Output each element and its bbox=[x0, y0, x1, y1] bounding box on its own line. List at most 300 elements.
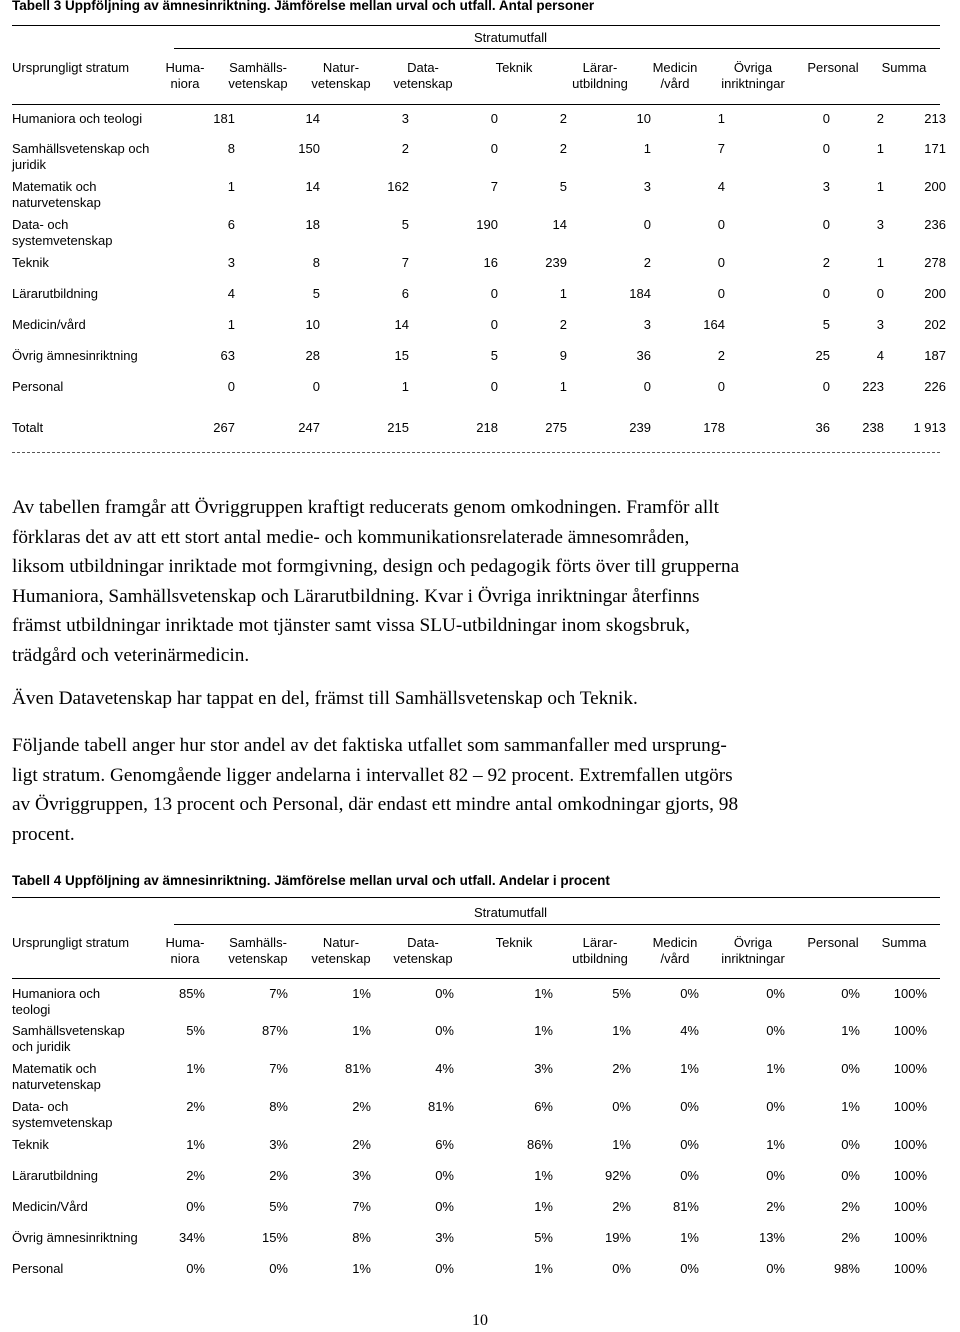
column-header bbox=[393, 935, 452, 967]
row-label-line: Humaniora och bbox=[12, 986, 101, 1001]
paragraph bbox=[12, 684, 932, 714]
table-cell: 2 bbox=[559, 141, 567, 156]
row-label-line: systemvetenskap bbox=[12, 1115, 113, 1130]
row-label bbox=[12, 286, 98, 302]
column-header bbox=[653, 935, 698, 967]
table-cell: 7% bbox=[269, 1061, 288, 1076]
row-label bbox=[12, 1099, 112, 1131]
table3-top-rule bbox=[12, 25, 940, 26]
row-label-line: Personal bbox=[12, 1261, 64, 1276]
table-cell: 1% bbox=[612, 1137, 631, 1152]
table-cell: 81% bbox=[672, 1199, 699, 1214]
table3-bottom-rule bbox=[12, 452, 940, 453]
table-cell: 5 bbox=[822, 317, 830, 332]
table-cell: 2 bbox=[401, 141, 409, 156]
table-cell: 150 bbox=[298, 141, 320, 156]
column-header bbox=[721, 935, 785, 967]
table-cell: 187 bbox=[924, 348, 946, 363]
column-header-line: Summa bbox=[881, 935, 927, 950]
table-cell: 213 bbox=[924, 111, 946, 126]
column-header-line: niora bbox=[170, 951, 200, 966]
table-cell: 1% bbox=[841, 1023, 860, 1038]
row-label bbox=[12, 141, 149, 173]
table-cell: 0 bbox=[227, 379, 235, 394]
table-cell: 5 bbox=[401, 217, 409, 232]
table3-header-row bbox=[0, 60, 960, 94]
row-label-line: Personal bbox=[12, 379, 64, 394]
row-label-line: Data- och bbox=[12, 1099, 69, 1114]
row-label-line: Samhällsvetenskap och bbox=[12, 141, 150, 156]
column-header-line: inriktningar bbox=[721, 951, 785, 966]
table-cell: 1% bbox=[352, 1261, 371, 1276]
row-label-line: Övrig ämnesinriktning bbox=[12, 1230, 138, 1245]
table-cell: 8 bbox=[227, 141, 235, 156]
table-cell: 1 bbox=[559, 379, 567, 394]
paragraph-line: Humaniora, Samhällsvetenskap och Lärarutbildning. Kvar i Övriga inriktningar återfinns bbox=[12, 585, 700, 607]
table-cell: 87% bbox=[261, 1023, 288, 1038]
table-cell: 8 bbox=[312, 255, 320, 270]
table-cell: 0 bbox=[822, 217, 830, 232]
table-cell: 0% bbox=[612, 1099, 631, 1114]
row-label-line: naturvetenskap bbox=[12, 1077, 101, 1092]
column-header-line: Samhälls- bbox=[229, 60, 287, 75]
column-header bbox=[721, 60, 785, 92]
table-cell: 81% bbox=[344, 1061, 371, 1076]
table-cell: 2% bbox=[841, 1199, 860, 1214]
table-cell: 218 bbox=[476, 420, 498, 435]
table-cell: 0% bbox=[766, 1168, 785, 1183]
table-cell: 9 bbox=[559, 348, 567, 363]
row-label-line: Humaniora och teologi bbox=[12, 111, 143, 126]
column-header-line: vetenskap bbox=[228, 76, 288, 91]
table-cell: 2 bbox=[876, 111, 884, 126]
row-label-line: och juridik bbox=[12, 1039, 71, 1054]
table-cell: 5 bbox=[312, 286, 320, 301]
table-cell: 164 bbox=[703, 317, 725, 332]
table-cell: 0% bbox=[680, 1261, 699, 1276]
table-cell: 8% bbox=[352, 1230, 371, 1245]
table-cell: 0 bbox=[490, 141, 498, 156]
table-cell: 2 bbox=[643, 255, 651, 270]
table-cell: 4 bbox=[227, 286, 235, 301]
row-label bbox=[12, 1230, 138, 1246]
table-cell: 7 bbox=[401, 255, 409, 270]
table-cell: 5% bbox=[534, 1230, 553, 1245]
table-cell: 36 bbox=[815, 420, 830, 435]
table-cell: 1% bbox=[352, 986, 371, 1001]
column-header-line: Huma- bbox=[165, 935, 205, 950]
table-cell: 1 bbox=[559, 286, 567, 301]
paragraph-line: främst utbildningar inriktade mot tjänster samt vissa SLU-utbildningar inom skogsbruk, bbox=[12, 615, 690, 637]
table-cell: 181 bbox=[213, 111, 235, 126]
column-header bbox=[653, 60, 698, 92]
table-cell: 226 bbox=[924, 379, 946, 394]
table-cell: 7 bbox=[717, 141, 725, 156]
table-cell: 223 bbox=[862, 379, 884, 394]
row-label-line: Data- och bbox=[12, 217, 69, 232]
column-header-line: Övriga bbox=[733, 935, 773, 950]
row-label-line: Matematik och bbox=[12, 1061, 97, 1076]
table-cell: 1% bbox=[612, 1023, 631, 1038]
column-header-line: Natur- bbox=[322, 935, 360, 950]
row-label bbox=[12, 348, 138, 364]
table-cell: 1 bbox=[227, 317, 235, 332]
table-cell: 3 bbox=[876, 317, 884, 332]
table-cell: 0% bbox=[680, 1168, 699, 1183]
table-cell: 100% bbox=[893, 986, 927, 1001]
table3-group-rule bbox=[174, 48, 940, 49]
table-cell: 267 bbox=[213, 420, 235, 435]
table-cell: 100% bbox=[893, 1168, 927, 1183]
table-cell: 2% bbox=[352, 1137, 371, 1152]
table-cell: 3 bbox=[876, 217, 884, 232]
table-cell: 171 bbox=[924, 141, 946, 156]
table-cell: 0 bbox=[490, 317, 498, 332]
column-header bbox=[165, 935, 204, 967]
table-cell: 0% bbox=[186, 1199, 205, 1214]
table-cell: 1% bbox=[534, 1261, 553, 1276]
column-header bbox=[228, 60, 287, 92]
table-cell: 1% bbox=[186, 1061, 205, 1076]
row-label-line: Teknik bbox=[12, 255, 49, 270]
row-label bbox=[12, 111, 142, 127]
table4-group-rule bbox=[174, 924, 940, 925]
column-header bbox=[882, 935, 927, 951]
table-cell: 1% bbox=[766, 1137, 785, 1152]
paragraph-line: Av tabellen framgår att Övriggruppen kraftigt reducerats genom omkodningen. Framför allt bbox=[12, 497, 719, 518]
table-cell: 1% bbox=[534, 1199, 553, 1214]
table-cell: 0% bbox=[841, 1061, 860, 1076]
table-cell: 14 bbox=[305, 179, 320, 194]
table-cell: 184 bbox=[629, 286, 651, 301]
table-cell: 239 bbox=[545, 255, 567, 270]
table-cell: 0% bbox=[269, 1261, 288, 1276]
table-cell: 18 bbox=[305, 217, 320, 232]
row-label bbox=[12, 1023, 125, 1055]
column-header bbox=[882, 60, 927, 76]
column-header-line: Natur- bbox=[322, 60, 360, 75]
column-header-line: inriktningar bbox=[721, 76, 785, 91]
table-cell: 85% bbox=[178, 986, 205, 1001]
table-cell: 0 bbox=[717, 379, 725, 394]
table-cell: 4% bbox=[435, 1061, 454, 1076]
table-cell: 0% bbox=[612, 1261, 631, 1276]
table-cell: 14 bbox=[305, 111, 320, 126]
table-cell: 100% bbox=[893, 1099, 927, 1114]
table-cell: 1 bbox=[227, 179, 235, 194]
table4-header-row bbox=[0, 935, 960, 969]
column-header-line: vetenskap bbox=[311, 76, 371, 91]
row-label bbox=[12, 317, 86, 333]
paragraph bbox=[12, 731, 932, 849]
table-cell: 1% bbox=[766, 1061, 785, 1076]
table-cell: 275 bbox=[545, 420, 567, 435]
table-cell: 1 bbox=[876, 179, 884, 194]
table-cell: 4% bbox=[680, 1023, 699, 1038]
row-label-line: Lärarutbildning bbox=[12, 1168, 99, 1183]
column-header-line: Summa bbox=[881, 60, 927, 75]
column-header-line: Medicin bbox=[652, 60, 698, 75]
table-cell: 3% bbox=[435, 1230, 454, 1245]
row-label bbox=[12, 217, 112, 249]
table-cell: 2 bbox=[559, 317, 567, 332]
table-cell: 2% bbox=[186, 1168, 205, 1183]
table-cell: 7% bbox=[352, 1199, 371, 1214]
table-cell: 7 bbox=[490, 179, 498, 194]
column-header-line: /vård bbox=[660, 951, 690, 966]
table-cell: 1 bbox=[643, 141, 651, 156]
table-cell: 7% bbox=[269, 986, 288, 1001]
table-cell: 15 bbox=[394, 348, 409, 363]
row-label bbox=[12, 255, 49, 271]
table-cell: 2% bbox=[186, 1099, 205, 1114]
table-cell: 0 bbox=[490, 286, 498, 301]
table-cell: 1 bbox=[717, 111, 725, 126]
column-header-line: Medicin bbox=[652, 935, 698, 950]
table-cell: 6% bbox=[435, 1137, 454, 1152]
table-cell: 5% bbox=[186, 1023, 205, 1038]
table-cell: 4 bbox=[717, 179, 725, 194]
table-cell: 5 bbox=[559, 179, 567, 194]
row-label bbox=[12, 1168, 98, 1184]
table-cell: 0 bbox=[312, 379, 320, 394]
table-cell: 0% bbox=[841, 1137, 860, 1152]
table-cell: 0% bbox=[186, 1261, 205, 1276]
column-header-line: Teknik bbox=[495, 60, 533, 75]
table-cell: 0 bbox=[822, 379, 830, 394]
table3-caption: Tabell 3 Uppföljning av ämnesinriktning. Jämförelse mellan urval och utfall. Antal personer bbox=[12, 0, 595, 13]
table-cell: 0% bbox=[766, 1023, 785, 1038]
table-cell: 0% bbox=[435, 1199, 454, 1214]
row-label-line: Lärarutbildning bbox=[12, 286, 99, 301]
table-cell: 1 bbox=[401, 379, 409, 394]
paragraph-line: Även Datavetenskap har tappat en del, främst till Samhällsvetenskap och Teknik. bbox=[12, 688, 638, 709]
column-header-line: vetenskap bbox=[311, 951, 371, 966]
column-header-line: Lärar- bbox=[582, 935, 618, 950]
table-cell: 3 bbox=[643, 317, 651, 332]
table-cell: 0% bbox=[435, 1261, 454, 1276]
row-label-line: Samhällsvetenskap bbox=[12, 1023, 125, 1038]
table-cell: 2 bbox=[559, 111, 567, 126]
table-cell: 100% bbox=[893, 1261, 927, 1276]
table-cell: 0% bbox=[435, 1168, 454, 1183]
column-header-line: Data- bbox=[407, 60, 439, 75]
table-cell: 0 bbox=[643, 379, 651, 394]
paragraph-line: Följande tabell anger hur stor andel av det faktiska utfallet som sammanfaller med ursprung- bbox=[12, 735, 727, 756]
table-cell: 1% bbox=[534, 986, 553, 1001]
table-cell: 3% bbox=[352, 1168, 371, 1183]
table-cell: 0 bbox=[822, 111, 830, 126]
column-header-line: /vård bbox=[660, 76, 690, 91]
table-cell: 200 bbox=[924, 286, 946, 301]
table-cell: 100% bbox=[893, 1137, 927, 1152]
table-cell: 0 bbox=[717, 255, 725, 270]
table-cell: 25 bbox=[815, 348, 830, 363]
column-header bbox=[807, 935, 858, 951]
column-header-line: Samhälls- bbox=[229, 935, 287, 950]
table-cell: 0% bbox=[766, 986, 785, 1001]
table4-header-rule bbox=[12, 978, 940, 979]
table-cell: 2% bbox=[269, 1168, 288, 1183]
table-cell: 98% bbox=[833, 1261, 860, 1276]
row-label-line: Teknik bbox=[12, 1137, 49, 1152]
table-cell: 202 bbox=[924, 317, 946, 332]
table-cell: 247 bbox=[298, 420, 320, 435]
row-label-line: juridik bbox=[12, 157, 46, 172]
table-cell: 0% bbox=[841, 1168, 860, 1183]
table-cell: 1 bbox=[876, 141, 884, 156]
table3-header-rule bbox=[12, 104, 940, 105]
row-label bbox=[12, 1137, 49, 1153]
table-cell: 2% bbox=[841, 1230, 860, 1245]
table-cell: 0 bbox=[876, 286, 884, 301]
table4-caption: Tabell 4 Uppföljning av ämnesinriktning. Jämförelse mellan urval och utfall. Andelar i procent bbox=[12, 873, 610, 888]
column-header-line: vetenskap bbox=[393, 76, 453, 91]
table-cell: 239 bbox=[629, 420, 651, 435]
column-header bbox=[807, 60, 858, 76]
table-cell: 10 bbox=[305, 317, 320, 332]
row-label bbox=[12, 1061, 101, 1093]
table-cell: 162 bbox=[387, 179, 409, 194]
table-cell: 3 bbox=[643, 179, 651, 194]
column-header-line: utbildning bbox=[572, 951, 628, 966]
paragraph-line: procent. bbox=[12, 823, 75, 845]
table-cell: 1% bbox=[534, 1168, 553, 1183]
table-cell: 6 bbox=[401, 286, 409, 301]
column-header-line: utbildning bbox=[572, 76, 628, 91]
table-cell: 1% bbox=[841, 1099, 860, 1114]
table3-group-header: Stratumutfall bbox=[474, 30, 547, 45]
table-cell: 5% bbox=[612, 986, 631, 1001]
row-label-line: Medicin/Vård bbox=[12, 1199, 88, 1214]
column-header-line: Övriga bbox=[733, 60, 773, 75]
column-header bbox=[393, 60, 452, 92]
column-header-line: vetenskap bbox=[228, 951, 288, 966]
column-header bbox=[165, 60, 204, 92]
table-cell: 0% bbox=[680, 1099, 699, 1114]
table-cell: 2% bbox=[612, 1061, 631, 1076]
table-cell: 1 bbox=[876, 255, 884, 270]
paragraph-line: liksom utbildningar inriktade mot formgivning, design och pedagogik förts över till grupperna bbox=[12, 556, 740, 578]
table-cell: 200 bbox=[924, 179, 946, 194]
table-cell: 0 bbox=[490, 111, 498, 126]
table-cell: 100% bbox=[893, 1061, 927, 1076]
column-header-line: Lärar- bbox=[582, 60, 618, 75]
table-cell: 1% bbox=[352, 1023, 371, 1038]
column-header bbox=[572, 935, 628, 967]
table-cell: 0 bbox=[822, 141, 830, 156]
table-cell: 3% bbox=[269, 1137, 288, 1152]
table-cell: 1% bbox=[680, 1061, 699, 1076]
paragraph-line: av Övriggruppen, 13 procent och Personal, där endast ett mindre antal omkodningar gjorts, 98 bbox=[12, 794, 739, 816]
column-header bbox=[311, 60, 370, 92]
table-cell: 63 bbox=[220, 348, 235, 363]
table-cell: 86% bbox=[526, 1137, 553, 1152]
table-cell: 2% bbox=[612, 1199, 631, 1214]
row-label-line: Totalt bbox=[12, 420, 44, 435]
table-cell: 81% bbox=[427, 1099, 454, 1114]
table-cell: 2% bbox=[766, 1199, 785, 1214]
table-cell: 2 bbox=[822, 255, 830, 270]
column-header-line: Personal bbox=[807, 935, 859, 950]
table-cell: 10 bbox=[636, 111, 651, 126]
paragraph-line: förklaras det av att ett stort antal medie- och kommunikationsrelaterade ämnesområden, bbox=[12, 526, 690, 548]
row-label-line: teologi bbox=[12, 1002, 51, 1017]
table-cell: 2% bbox=[352, 1099, 371, 1114]
row-label-line: Medicin/vård bbox=[12, 317, 86, 332]
column-header bbox=[572, 60, 628, 92]
table-cell: 3 bbox=[401, 111, 409, 126]
table-cell: 1 913 bbox=[913, 420, 946, 435]
column-header-line: Data- bbox=[407, 935, 439, 950]
table-cell: 0 bbox=[717, 217, 725, 232]
table-cell: 0% bbox=[435, 1023, 454, 1038]
row-label bbox=[12, 1261, 63, 1277]
table-cell: 190 bbox=[476, 217, 498, 232]
table-cell: 3% bbox=[534, 1061, 553, 1076]
column-header-line: Personal bbox=[807, 60, 859, 75]
table-cell: 36 bbox=[636, 348, 651, 363]
row-header-label: Ursprungligt stratum bbox=[12, 935, 130, 950]
row-label-line: Övrig ämnesinriktning bbox=[12, 348, 138, 363]
paragraph bbox=[12, 493, 932, 671]
table-cell: 14 bbox=[552, 217, 567, 232]
table-cell: 4 bbox=[876, 348, 884, 363]
table-cell: 3 bbox=[227, 255, 235, 270]
table-cell: 14 bbox=[394, 317, 409, 332]
table-cell: 34% bbox=[178, 1230, 205, 1245]
table-cell: 6 bbox=[227, 217, 235, 232]
row-label-line: systemvetenskap bbox=[12, 233, 113, 248]
table-cell: 5% bbox=[269, 1199, 288, 1214]
row-label-line: Matematik och bbox=[12, 179, 97, 194]
column-header-line: vetenskap bbox=[393, 951, 453, 966]
table-cell: 3 bbox=[822, 179, 830, 194]
table-cell: 5 bbox=[490, 348, 498, 363]
paragraph-line: ligt stratum. Genomgående ligger andelarna i intervallet 82 – 92 procent. Extremfallen utgörs bbox=[12, 764, 733, 786]
column-header-line: niora bbox=[170, 76, 200, 91]
table-cell: 100% bbox=[893, 1230, 927, 1245]
table-cell: 100% bbox=[893, 1023, 927, 1038]
column-header bbox=[311, 935, 370, 967]
row-label bbox=[12, 179, 101, 211]
table-cell: 0% bbox=[766, 1099, 785, 1114]
table-cell: 0 bbox=[822, 286, 830, 301]
table-cell: 278 bbox=[924, 255, 946, 270]
table-cell: 0% bbox=[680, 986, 699, 1001]
table-cell: 0 bbox=[490, 379, 498, 394]
table-cell: 0% bbox=[680, 1137, 699, 1152]
table-cell: 0 bbox=[643, 217, 651, 232]
column-header bbox=[496, 60, 533, 76]
row-label-line: naturvetenskap bbox=[12, 195, 101, 210]
table-cell: 0% bbox=[841, 986, 860, 1001]
table-cell: 16 bbox=[483, 255, 498, 270]
table-cell: 28 bbox=[305, 348, 320, 363]
table-cell: 178 bbox=[703, 420, 725, 435]
row-header-label: Ursprungligt stratum bbox=[12, 60, 130, 75]
table-cell: 2 bbox=[717, 348, 725, 363]
table-cell: 0% bbox=[435, 986, 454, 1001]
table-cell: 13% bbox=[758, 1230, 785, 1245]
column-header bbox=[496, 935, 533, 951]
table-cell: 15% bbox=[261, 1230, 288, 1245]
table4-group-header: Stratumutfall bbox=[474, 905, 547, 920]
table-cell: 1% bbox=[186, 1137, 205, 1152]
table-cell: 8% bbox=[269, 1099, 288, 1114]
table-cell: 236 bbox=[924, 217, 946, 232]
table4-top-rule bbox=[12, 897, 940, 898]
